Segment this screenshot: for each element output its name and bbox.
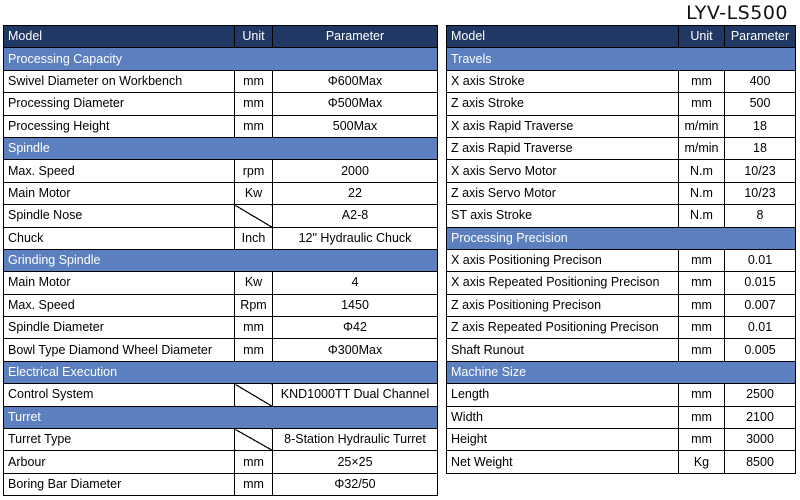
section-title: Grinding Spindle — [4, 249, 438, 271]
spec-value: 10/23 — [725, 160, 796, 182]
spec-name: Net Weight — [447, 451, 679, 473]
spec-row — [447, 272, 796, 294]
spec-value: 10/23 — [725, 182, 796, 204]
section-title: Machine Size — [447, 361, 796, 383]
section-header-row — [447, 227, 796, 249]
spec-unit: m/min — [679, 115, 725, 137]
spec-name: X axis Rapid Traverse — [447, 115, 679, 137]
spec-unit: mm — [235, 70, 273, 92]
spec-value: Φ42 — [273, 317, 438, 339]
spec-unit: Rpm — [235, 294, 273, 316]
spec-unit: mm — [679, 384, 725, 406]
spec-name: Processing Diameter — [4, 93, 235, 115]
right-header-row — [447, 26, 796, 48]
header-model: Model — [4, 26, 235, 48]
spec-name: Max. Speed — [4, 294, 235, 316]
spec-value: 3000 — [725, 429, 796, 451]
section-title: Electrical Execution — [4, 361, 438, 383]
spec-unit: mm — [679, 294, 725, 316]
spec-name: Max. Speed — [4, 160, 235, 182]
spec-row — [447, 93, 796, 115]
section-header-row — [4, 137, 438, 159]
section-header-row — [4, 48, 438, 70]
spec-name: Spindle Nose — [4, 205, 235, 227]
section-title: Processing Capacity — [4, 48, 438, 70]
spec-row — [4, 205, 438, 227]
section-header-row — [447, 48, 796, 70]
spec-row — [447, 70, 796, 92]
spec-name: Arbour — [4, 451, 235, 473]
spec-name: Swivel Diameter on Workbench — [4, 70, 235, 92]
section-title: Spindle — [4, 137, 438, 159]
spec-unit: mm — [679, 406, 725, 428]
spec-row — [4, 429, 438, 451]
spec-unit: Kg — [679, 451, 725, 473]
spec-value: 4 — [273, 272, 438, 294]
spec-name: Z axis Stroke — [447, 93, 679, 115]
spec-name: Turret Type — [4, 429, 235, 451]
header-parameter: Parameter — [725, 26, 796, 48]
header-model: Model — [447, 26, 679, 48]
spec-name: Height — [447, 429, 679, 451]
spec-value: 8-Station Hydraulic Turret — [273, 429, 438, 451]
spec-row — [4, 339, 438, 361]
model-title: LYV-LS500 — [686, 2, 788, 24]
spec-unit: Kw — [235, 182, 273, 204]
right-spec-body — [447, 26, 796, 474]
spec-value: 22 — [273, 182, 438, 204]
spec-unit: m/min — [679, 137, 725, 159]
spec-row — [4, 182, 438, 204]
spec-unit-empty — [235, 384, 273, 406]
spec-name: ST axis Stroke — [447, 205, 679, 227]
spec-value: 400 — [725, 70, 796, 92]
spec-unit: mm — [235, 93, 273, 115]
spec-row — [447, 451, 796, 473]
spec-name: Main Motor — [4, 182, 235, 204]
spec-row — [447, 160, 796, 182]
spec-value: 8500 — [725, 451, 796, 473]
spec-value: 0.007 — [725, 294, 796, 316]
left-header-row — [4, 26, 438, 48]
spec-row — [4, 294, 438, 316]
spec-name: X axis Stroke — [447, 70, 679, 92]
spec-name: Bowl Type Diamond Wheel Diameter — [4, 339, 235, 361]
spec-value: 500 — [725, 93, 796, 115]
spec-row — [447, 115, 796, 137]
section-title: Turret — [4, 406, 438, 428]
spec-row — [447, 205, 796, 227]
spec-value: A2-8 — [273, 205, 438, 227]
spec-name: X axis Repeated Positioning Precison — [447, 272, 679, 294]
spec-name: Processing Height — [4, 115, 235, 137]
spec-row — [4, 451, 438, 473]
left-spec-table — [3, 25, 438, 496]
spec-row — [447, 317, 796, 339]
spec-row — [447, 406, 796, 428]
section-header-row — [4, 361, 438, 383]
right-spec-table — [446, 25, 796, 474]
spec-value: 0.005 — [725, 339, 796, 361]
spec-unit: mm — [679, 93, 725, 115]
header-unit: Unit — [235, 26, 273, 48]
spec-row — [4, 115, 438, 137]
section-header-row — [4, 249, 438, 271]
spec-value: 2000 — [273, 160, 438, 182]
spec-row — [447, 182, 796, 204]
spec-row — [447, 384, 796, 406]
spec-unit: mm — [235, 115, 273, 137]
spec-value: 2500 — [725, 384, 796, 406]
spec-name: Chuck — [4, 227, 235, 249]
spec-value: 500Max — [273, 115, 438, 137]
spec-value: 1450 — [273, 294, 438, 316]
spec-unit: Inch — [235, 227, 273, 249]
spec-name: Z axis Repeated Positioning Precison — [447, 317, 679, 339]
section-title: Travels — [447, 48, 796, 70]
section-title: Processing Precision — [447, 227, 796, 249]
spec-unit: mm — [235, 317, 273, 339]
spec-name: X axis Positioning Precison — [447, 249, 679, 271]
spec-unit: mm — [679, 429, 725, 451]
header-parameter: Parameter — [273, 26, 438, 48]
spec-unit: mm — [679, 339, 725, 361]
spec-row — [4, 160, 438, 182]
spec-name: X axis Servo Motor — [447, 160, 679, 182]
section-header-row — [4, 406, 438, 428]
spec-unit: mm — [679, 70, 725, 92]
spec-unit: mm — [679, 317, 725, 339]
spec-name: Main Motor — [4, 272, 235, 294]
spec-unit: N.m — [679, 205, 725, 227]
spec-value: Φ32/50 — [273, 473, 438, 495]
spec-value: 0.015 — [725, 272, 796, 294]
spec-name: Width — [447, 406, 679, 428]
spec-name: Length — [447, 384, 679, 406]
spec-row — [4, 473, 438, 495]
spec-row — [4, 227, 438, 249]
spec-unit: rpm — [235, 160, 273, 182]
spec-value: 0.01 — [725, 317, 796, 339]
spec-value: 12" Hydraulic Chuck — [273, 227, 438, 249]
spec-row — [4, 272, 438, 294]
spec-name: Z axis Positioning Precison — [447, 294, 679, 316]
spec-row — [4, 93, 438, 115]
spec-row — [447, 137, 796, 159]
spec-row — [447, 339, 796, 361]
spec-name: Control System — [4, 384, 235, 406]
spec-value: Φ600Max — [273, 70, 438, 92]
spec-unit: mm — [235, 473, 273, 495]
spec-row — [447, 294, 796, 316]
spec-name: Boring Bar Diameter — [4, 473, 235, 495]
spec-value: 0.01 — [725, 249, 796, 271]
spec-row — [4, 70, 438, 92]
spec-unit: N.m — [679, 182, 725, 204]
header-unit: Unit — [679, 26, 725, 48]
spec-value: 8 — [725, 205, 796, 227]
spec-unit-empty — [235, 205, 273, 227]
spec-name: Shaft Runout — [447, 339, 679, 361]
spec-unit: N.m — [679, 160, 725, 182]
spec-unit: mm — [235, 451, 273, 473]
spec-unit: mm — [679, 272, 725, 294]
spec-name: Spindle Diameter — [4, 317, 235, 339]
section-header-row — [447, 361, 796, 383]
spec-value: 18 — [725, 115, 796, 137]
spec-row — [4, 317, 438, 339]
spec-value: 18 — [725, 137, 796, 159]
spec-unit: Kw — [235, 272, 273, 294]
spec-value: 2100 — [725, 406, 796, 428]
spec-value: KND1000TT Dual Channel — [273, 384, 438, 406]
spec-row — [447, 429, 796, 451]
spec-row — [4, 384, 438, 406]
spec-value: 25×25 — [273, 451, 438, 473]
spec-name: Z axis Servo Motor — [447, 182, 679, 204]
spec-unit-empty — [235, 429, 273, 451]
spec-unit: mm — [679, 249, 725, 271]
left-spec-body — [4, 26, 438, 496]
spec-name: Z axis Rapid Traverse — [447, 137, 679, 159]
spec-unit: mm — [235, 339, 273, 361]
spec-value: Φ500Max — [273, 93, 438, 115]
spec-value: Φ300Max — [273, 339, 438, 361]
spec-row — [447, 249, 796, 271]
